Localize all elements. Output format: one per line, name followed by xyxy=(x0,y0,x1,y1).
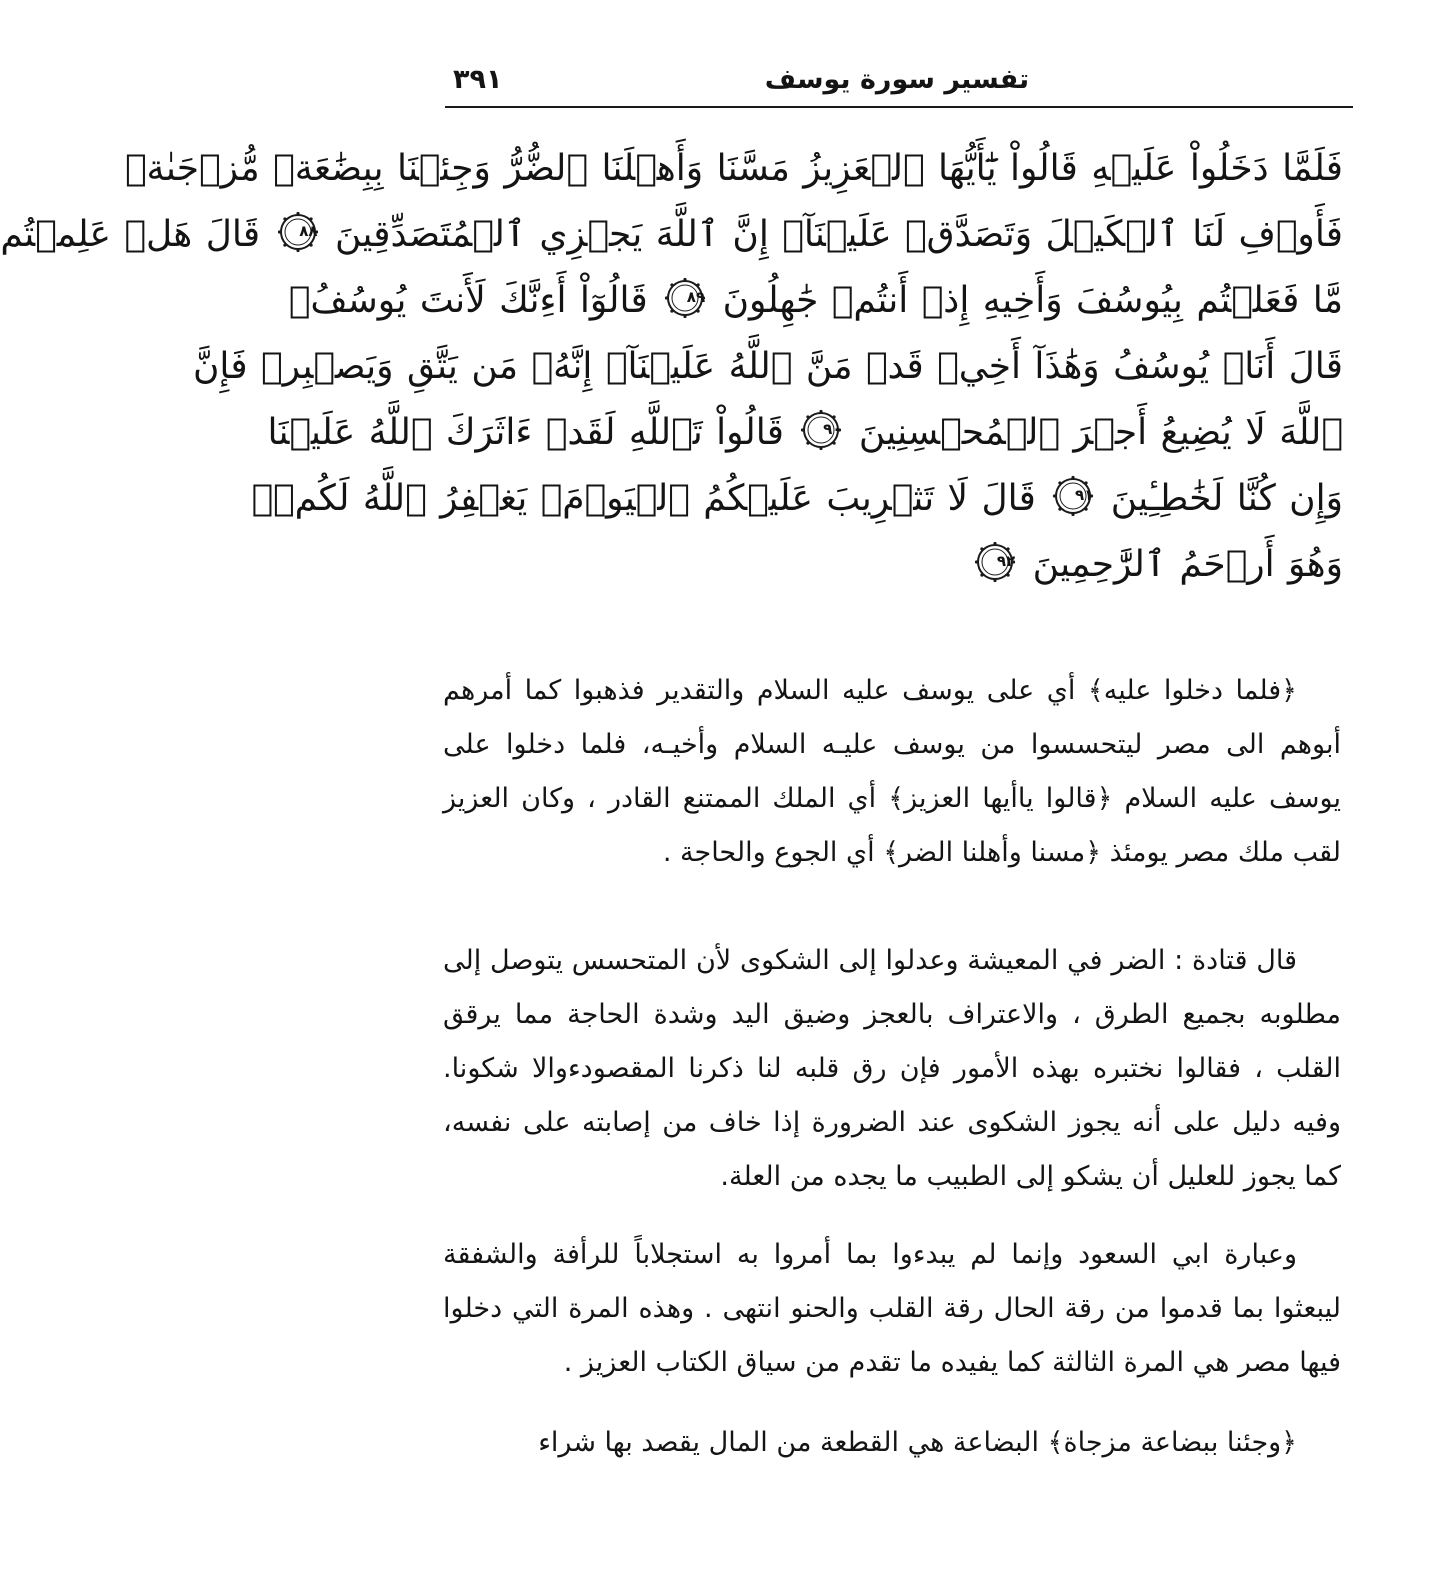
ayah-number: ٩٠ xyxy=(823,420,842,438)
quran-line xyxy=(124,136,1343,202)
ayah-end-marker xyxy=(278,212,318,252)
commentary-paragraph xyxy=(443,664,1341,880)
ayah-number: ٨٩ xyxy=(686,288,706,306)
verse-text: ٱللَّهَ لَا يُضِيعُ أَجۡرَ ٱلۡمُحۡسِنِينَ xyxy=(858,412,1343,453)
ayah-end-marker xyxy=(975,542,1015,582)
ayah-number: ٩١ xyxy=(1075,486,1094,504)
quran-line xyxy=(288,268,1343,334)
verse-text: قَالَ أَنَا۠ يُوسُفُ وَهَٰذَآ أَخِيۖ قَدۡ مَنَّ ٱللَّهُ عَلَيۡنَآۖ إِنَّهُۥ مَن يَتَّقِ وَيَصۡبِرۡ فَإِنَّ xyxy=(192,346,1343,387)
verse-text: قَالَ هَلۡ عَلِمۡتُم xyxy=(0,214,261,255)
verse-text: مَّا فَعَلۡتُم بِيُوسُفَ وَأَخِيهِ إِذۡ أَنتُمۡ جَٰهِلُونَ xyxy=(722,280,1343,321)
verse-text: فَلَمَّا دَخَلُواْ عَلَيۡهِ قَالُواْ يَٰٓأَيُّهَا ٱلۡعَزِيزُ مَسَّنَا وَأَهۡلَنَا ٱلضُّرُّ وَجِئۡنَا بِبِضَٰعَةٖ مُّزۡجَىٰةٖ xyxy=(124,148,1343,189)
commentary-text: ﴿وجئنا ببضاعة مزجاة﴾ البضاعة هي القطعة من المال يقصد بها شراء xyxy=(538,1427,1297,1458)
page-header xyxy=(445,58,1349,108)
verse-text: فَأَوۡفِ لَنَا ٱلۡكَيۡلَ وَتَصَدَّقۡ عَلَيۡنَآۖ إِنَّ ٱللَّهَ يَجۡزِي ٱلۡمُتَصَدِّقِينَ xyxy=(334,214,1343,255)
commentary-paragraph xyxy=(443,1228,1341,1390)
verse-text: وَإِن كُنَّا لَخَٰطِـِٔينَ xyxy=(1110,478,1343,519)
verse-text: قَالُواْ تَٱللَّهِ لَقَدۡ ءَاثَرَكَ ٱللَّهُ عَلَيۡنَا xyxy=(267,412,784,453)
commentary-text: ﴿فلما دخلوا عليه﴾ أي على يوسف عليه السلام والتقدير فذهبوا كما أمرهم أبوهم الى مصر ليتحسسوا من يوسف عليـه السلام وأخيـه، فلما دخلوا على يوسف عليه السلام ﴿قالوا ياأيها العزيز﴾ أي الملك الممتنع القادر ، وكان العزيز لقب ملك مصر يومئذ ﴿مسنا وأهلنا الضر﴾ أي الجوع والحاجة . xyxy=(443,675,1341,868)
page-number: ٣٩١ xyxy=(453,64,503,95)
commentary-paragraph xyxy=(443,934,1341,1204)
commentary-text: وعبارة ابي السعود وإنما لم يبدءوا بما أمروا به استجلاباً للرأفة والشفقة ليبعثوا بما قدموا من رقة الحال رقة القلب والحنو انتهى . وهذه المرة التي دخلوا فيها مصر هي المرة الثالثة كما يفيده ما تقدم من سياق الكتاب العزيز . xyxy=(443,1239,1341,1378)
quran-verses-block xyxy=(0,136,1343,598)
ayah-number: ٨٨ xyxy=(299,222,318,240)
header-rule xyxy=(445,106,1353,108)
ayah-end-marker xyxy=(1053,476,1093,516)
ayah-number: ٩٢ xyxy=(996,552,1016,570)
verse-text: قَالَ لَا تَثۡرِيبَ عَلَيۡكُمُ ٱلۡيَوۡمَۖ يَغۡفِرُ ٱللَّهُ لَكُمۡۖ xyxy=(251,478,1036,519)
commentary-text: قال قتادة : الضر في المعيشة وعدلوا إلى الشكوى لأن المتحسس يتوصل إلى مطلوبه بجميع الطرق ، والاعتراف بالعجز وضيق اليد وشدة الحاجة مما يرقق القلب ، فقالوا نختبره بهذه الأمور فإن رق قلبه لنا ذكرنا المقصودءوالا شكونا. وفيه دليل على أنه يجوز الشكوى عند الضرورة إذا خاف من إصابته على نفسه، كما يجوز للعليل أن يشكو إلى الطبيب ما يجده من العلة. xyxy=(443,945,1341,1192)
quran-line xyxy=(267,400,1343,466)
verse-text: وَهُوَ أَرۡحَمُ ٱلرَّٰحِمِينَ xyxy=(1032,544,1343,585)
commentary-paragraph xyxy=(443,1416,1341,1470)
running-title: تفسير سورة يوسف xyxy=(764,64,1030,95)
quran-line xyxy=(192,334,1343,400)
quran-line xyxy=(455,532,1343,598)
verse-text: قَالُوٓاْ أَءِنَّكَ لَأَنتَ يُوسُفُۖ xyxy=(288,280,648,321)
ayah-end-marker xyxy=(665,278,705,318)
quran-line xyxy=(0,202,1343,268)
ayah-end-marker xyxy=(801,410,841,450)
quran-line xyxy=(251,466,1343,532)
